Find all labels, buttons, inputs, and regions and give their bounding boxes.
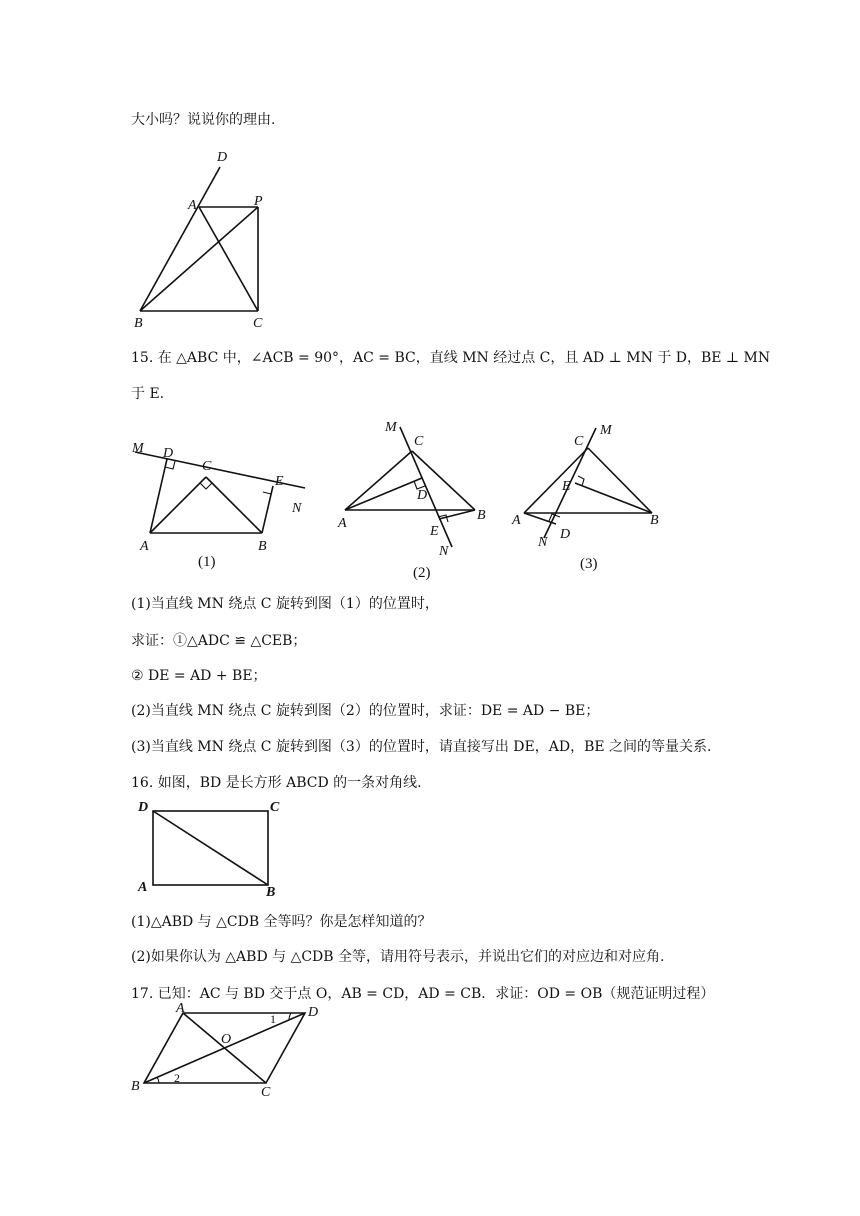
label-C: C xyxy=(253,316,263,331)
label-P: P xyxy=(254,194,263,209)
diagonal-BD xyxy=(153,811,268,885)
segment-CB xyxy=(588,448,652,513)
segment-AC xyxy=(524,448,588,513)
segment-BP xyxy=(140,207,258,311)
figure-15-3 xyxy=(510,418,680,583)
segment-AD xyxy=(345,478,422,510)
caption-1: (1) xyxy=(198,554,216,570)
problem-15-part2: (2)当直线 MN 绕点 C 旋转到图（2）的位置时，求证：DE = AD − BE； xyxy=(131,703,600,719)
segment-CB xyxy=(206,477,262,533)
problem-15-part1-proof-a: 求证：①△ADC ≌ △CEB； xyxy=(131,633,307,649)
problem-17-statement: 17. 已知：AC 与 BD 交于点 O，AB = CD，AD = CB．求证：OD = OB（规范证明过程） xyxy=(131,986,715,1002)
caption-2: (2) xyxy=(413,565,431,581)
label-A: A xyxy=(338,516,347,531)
right-angle-E xyxy=(263,486,273,494)
label-A: A xyxy=(138,880,148,895)
label-D: D xyxy=(308,1005,319,1020)
label-D: D xyxy=(560,527,571,542)
label-D: D xyxy=(163,446,174,461)
label-O: O xyxy=(221,1032,232,1047)
problem-15-part1-proof-b: ② DE = AD + BE； xyxy=(131,668,267,684)
line-BD xyxy=(140,167,220,311)
segment-AC xyxy=(150,477,206,533)
label-A: A xyxy=(140,539,149,554)
label-angle-2: 2 xyxy=(174,1071,180,1085)
problem-16-part2: (2)如果你认为 △ABD 与 △CDB 全等，请用符号表示，并说出它们的对应边和对应角. xyxy=(131,949,665,965)
label-D: D xyxy=(217,150,228,165)
label-B: B xyxy=(131,1079,140,1094)
caption-3: (3) xyxy=(580,556,598,572)
label-N: N xyxy=(538,535,548,550)
label-C: C xyxy=(574,434,584,449)
problem-16-statement: 16. 如图，BD 是长方形 ABCD 的一条对角线. xyxy=(131,775,422,791)
label-B: B xyxy=(650,513,659,528)
label-C: C xyxy=(202,459,212,474)
problem-15-statement-cont: 于 E. xyxy=(131,386,165,402)
label-C: C xyxy=(414,434,424,449)
label-N: N xyxy=(439,544,449,559)
text-line-0: 大小吗？说说你的理由. xyxy=(131,112,276,128)
segment-AC xyxy=(345,451,412,510)
label-A: A xyxy=(512,513,521,528)
label-D: D xyxy=(138,800,149,815)
label-A: A xyxy=(188,198,197,213)
figure-16-rectangle xyxy=(130,795,290,900)
label-M: M xyxy=(132,441,144,456)
right-angle-C xyxy=(200,483,212,489)
segment-BD xyxy=(144,1013,305,1083)
figure-15-2 xyxy=(335,415,505,585)
label-C: C xyxy=(270,800,280,815)
label-B: B xyxy=(266,885,276,900)
angle-2-arc xyxy=(157,1077,159,1083)
label-B: B xyxy=(258,539,267,554)
problem-15-part1: (1)当直线 MN 绕点 C 旋转到图（1）的位置时， xyxy=(131,596,439,612)
figure-15-1 xyxy=(130,430,320,580)
figure-14-geometry xyxy=(130,145,280,335)
line-MN xyxy=(400,427,452,547)
label-E: E xyxy=(430,524,439,539)
problem-15-part3: (3)当直线 MN 绕点 C 旋转到图（3）的位置时，请直接写出 DE，AD，BE 之间的等量关系. xyxy=(131,739,712,755)
problem-16-part1: (1)△ABD 与 △CDB 全等吗？你是怎样知道的？ xyxy=(131,914,432,930)
label-E: E xyxy=(562,479,571,494)
segment-AD xyxy=(150,459,167,533)
segment-BE xyxy=(439,510,475,519)
problem-15-statement: 15. 在 △ABC 中，∠ACB = 90°，AC = BC，直线 MN 经过点 C，且 AD ⊥ MN 于 D，BE ⊥ MN xyxy=(131,350,771,366)
label-B: B xyxy=(477,508,486,523)
figure-17-quadrilateral xyxy=(128,1000,328,1100)
label-D: D xyxy=(417,488,428,503)
label-A: A xyxy=(176,1001,185,1016)
label-M: M xyxy=(385,420,397,435)
segment-AC xyxy=(199,207,258,311)
label-B: B xyxy=(134,316,143,331)
segment-BE xyxy=(575,483,652,513)
label-C: C xyxy=(261,1085,271,1100)
label-E: E xyxy=(275,474,284,489)
label-M: M xyxy=(600,423,612,438)
label-angle-1: 1 xyxy=(270,1012,276,1026)
label-N: N xyxy=(292,501,302,516)
